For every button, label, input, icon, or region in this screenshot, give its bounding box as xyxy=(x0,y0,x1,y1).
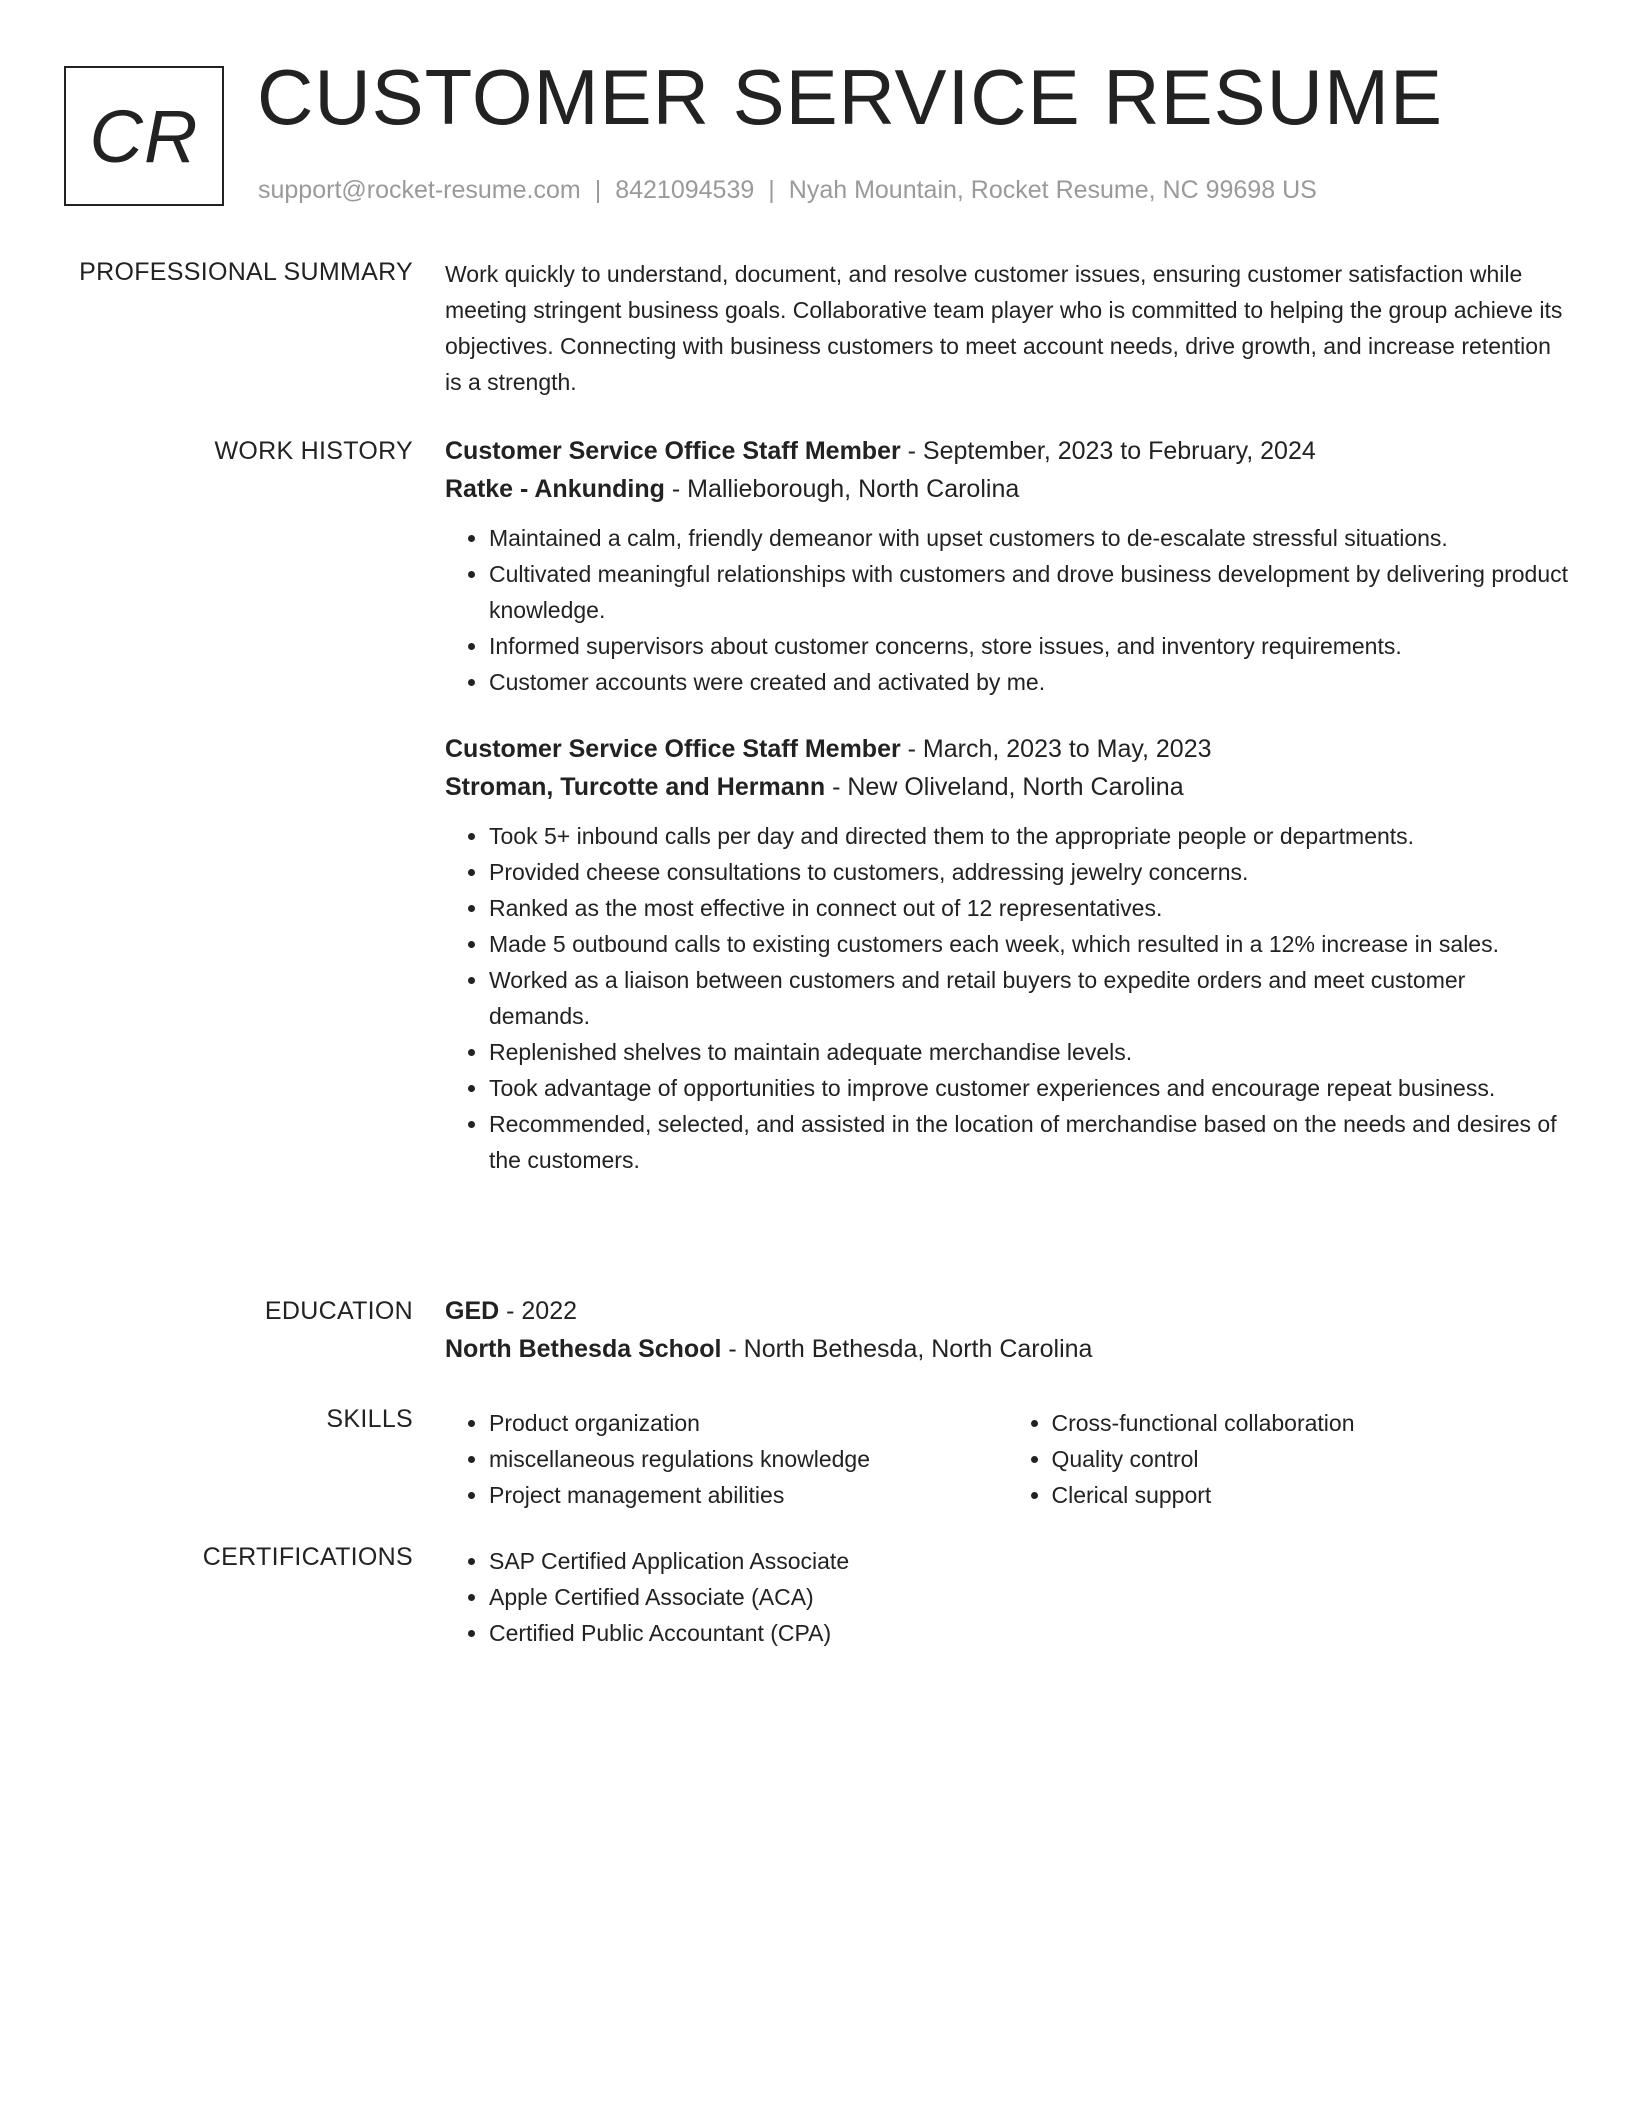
job-bullet: • Cultivated meaningful relationships with customers and drove business development by delivering product knowledge. xyxy=(489,556,1570,628)
school-location: - North Bethesda, North Carolina xyxy=(721,1335,1093,1363)
summary-text: Work quickly to understand, document, and resolve customer issues, ensuring customer satisfaction while meeting stringent business goals. Collaborative team player who is committed to helping the group achieve its objectives. Connecting with business customers to meet account needs, drive growth, and increase retention is a strength. xyxy=(445,261,1563,395)
job-dates: - March, 2023 to May, 2023 xyxy=(900,735,1212,763)
education-body xyxy=(445,1292,1570,1368)
degree-year: - 2022 xyxy=(499,1297,578,1325)
job-location: - Mallieborough, North Carolina xyxy=(664,475,1020,503)
job-title-line xyxy=(445,432,1570,470)
job-bullet: • Ranked as the most effective in connect out of 12 representatives. xyxy=(489,890,1570,926)
skill-item: • Cross-functional collaboration xyxy=(1052,1405,1571,1441)
contact-line xyxy=(258,176,1317,205)
skill-item: • Product organization xyxy=(489,1405,1008,1441)
job-bullet: • Maintained a calm, friendly demeanor with upset customers to de-escalate stressful situations. xyxy=(489,520,1570,556)
summary-heading: PROFESSIONAL SUMMARY xyxy=(79,258,413,286)
job-entry xyxy=(445,432,1570,700)
contact-address: Nyah Mountain, Rocket Resume, NC 99698 US xyxy=(788,176,1317,204)
skills-heading: SKILLS xyxy=(326,1405,413,1433)
skills-column-left xyxy=(445,1405,1008,1513)
skill-item: • Project management abilities xyxy=(489,1477,1008,1513)
work-history-heading: WORK HISTORY xyxy=(214,437,413,465)
job-bullet: • Informed supervisors about customer concerns, store issues, and inventory requirements. xyxy=(489,628,1570,664)
job-dates: - September, 2023 to February, 2024 xyxy=(900,437,1316,465)
job-company: Stroman, Turcotte and Hermann xyxy=(445,773,826,801)
job-title-line xyxy=(445,730,1570,768)
work-history-body xyxy=(445,432,1570,1178)
job-location: - New Oliveland, North Carolina xyxy=(825,773,1184,801)
certification-item: • SAP Certified Application Associate xyxy=(489,1543,1570,1579)
contact-separator: | xyxy=(768,176,775,204)
job-company-line xyxy=(445,470,1570,508)
skill-item: • Clerical support xyxy=(1052,1477,1571,1513)
job-entry xyxy=(445,730,1570,1178)
monogram-logo: CR xyxy=(64,66,224,206)
job-company-line xyxy=(445,768,1570,806)
job-bullet: • Customer accounts were created and activated by me. xyxy=(489,664,1570,700)
school-line xyxy=(445,1330,1570,1368)
skill-item: • Quality control xyxy=(1052,1441,1571,1477)
job-bullet: • Replenished shelves to maintain adequate merchandise levels. xyxy=(489,1034,1570,1070)
certifications-heading: CERTIFICATIONS xyxy=(202,1543,413,1571)
resume-title: CUSTOMER SERVICE RESUME xyxy=(257,53,1443,141)
degree-line xyxy=(445,1292,1570,1330)
summary-body xyxy=(445,256,1570,400)
job-bullet: • Provided cheese consultations to customers, addressing jewelry concerns. xyxy=(489,854,1570,890)
certification-item: • Certified Public Accountant (CPA) xyxy=(489,1615,1570,1651)
contact-email[interactable]: support@rocket-resume.com xyxy=(258,176,581,204)
skills-column-right xyxy=(1008,1405,1571,1513)
education-heading: EDUCATION xyxy=(264,1297,413,1325)
degree: GED xyxy=(445,1297,500,1325)
job-bullets xyxy=(445,818,1570,1178)
contact-separator: | xyxy=(594,176,602,204)
job-bullet: • Made 5 outbound calls to existing customers each week, which resulted in a 12% increase in sales. xyxy=(489,926,1570,962)
job-title: Customer Service Office Staff Member xyxy=(445,735,901,763)
job-bullet: • Took advantage of opportunities to improve customer experiences and encourage repeat business. xyxy=(489,1070,1570,1106)
certification-item: • Apple Certified Associate (ACA) xyxy=(489,1579,1570,1615)
skills-body xyxy=(445,1405,1570,1513)
skill-item: • miscellaneous regulations knowledge xyxy=(489,1441,1008,1477)
job-title: Customer Service Office Staff Member xyxy=(445,437,901,465)
contact-phone[interactable]: 8421094539 xyxy=(615,176,755,204)
job-bullet: • Took 5+ inbound calls per day and directed them to the appropriate people or departments. xyxy=(489,818,1570,854)
certifications-body xyxy=(445,1543,1570,1651)
job-bullet: • Worked as a liaison between customers and retail buyers to expedite orders and meet customer demands. xyxy=(489,962,1570,1034)
job-bullet: • Recommended, selected, and assisted in the location of merchandise based on the needs and desires of the customers. xyxy=(489,1106,1570,1178)
certifications-list xyxy=(445,1543,1570,1651)
job-company: Ratke - Ankunding xyxy=(445,475,665,503)
school-name: North Bethesda School xyxy=(445,1335,722,1363)
job-bullets xyxy=(445,520,1570,700)
